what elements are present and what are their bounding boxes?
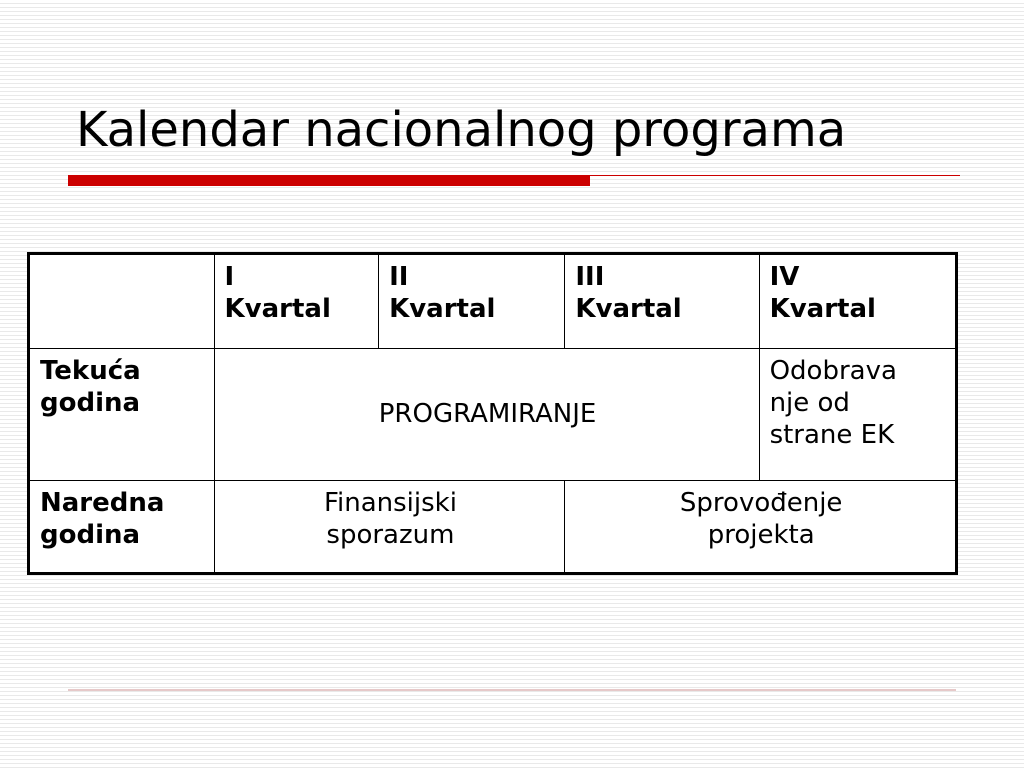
- table-row-current-year: [29, 349, 957, 481]
- table-header-row: [29, 254, 957, 349]
- programming-cell: [214, 349, 759, 481]
- row-label-current-year-line2: godina: [40, 388, 141, 419]
- row-label-next-year-line2: godina: [40, 520, 141, 551]
- header-corner-cell: [29, 254, 215, 349]
- footer-divider: [68, 689, 956, 691]
- financing-agreement-line1: Finansijski: [323, 488, 457, 518]
- header-quarter-1: [214, 254, 379, 349]
- project-implementation-cell: [565, 481, 957, 574]
- header-quarter-4-word: Kvartal: [769, 294, 876, 325]
- row-label-current-year-line1: Tekuća: [40, 356, 141, 386]
- ec-approval-cell: [759, 349, 956, 481]
- row-label-next-year: [29, 481, 215, 574]
- header-quarter-4-number: IV: [769, 262, 800, 292]
- row-label-next-year-line1: Naredna: [40, 488, 165, 518]
- header-quarter-4: [759, 254, 956, 349]
- project-implementation-line1: Sprovođenje: [679, 488, 843, 518]
- ec-approval-line1: Odobrava: [769, 356, 897, 386]
- row-label-current-year: [29, 349, 215, 481]
- financing-agreement-line2: sporazum: [326, 520, 455, 551]
- financing-agreement-cell: [214, 481, 565, 574]
- header-quarter-2: [379, 254, 565, 349]
- project-implementation-line2: projekta: [707, 520, 815, 551]
- programming-text: PROGRAMIRANJE: [378, 399, 597, 430]
- header-quarter-2-number: II: [389, 262, 409, 292]
- header-quarter-3-word: Kvartal: [575, 294, 682, 325]
- title-underline-accent: [68, 175, 590, 186]
- ec-approval-line2: nje od: [769, 388, 850, 419]
- slide-title: Kalendar nacionalnog programa: [76, 102, 847, 158]
- header-quarter-3: [565, 254, 759, 349]
- table-row-next-year: [29, 481, 957, 574]
- header-quarter-1-number: I: [224, 262, 235, 292]
- header-quarter-2-word: Kvartal: [389, 294, 496, 325]
- ec-approval-line3: strane EK: [769, 420, 895, 451]
- header-quarter-1-word: Kvartal: [224, 294, 331, 325]
- program-calendar-table: [27, 252, 958, 575]
- header-quarter-3-number: III: [575, 262, 605, 292]
